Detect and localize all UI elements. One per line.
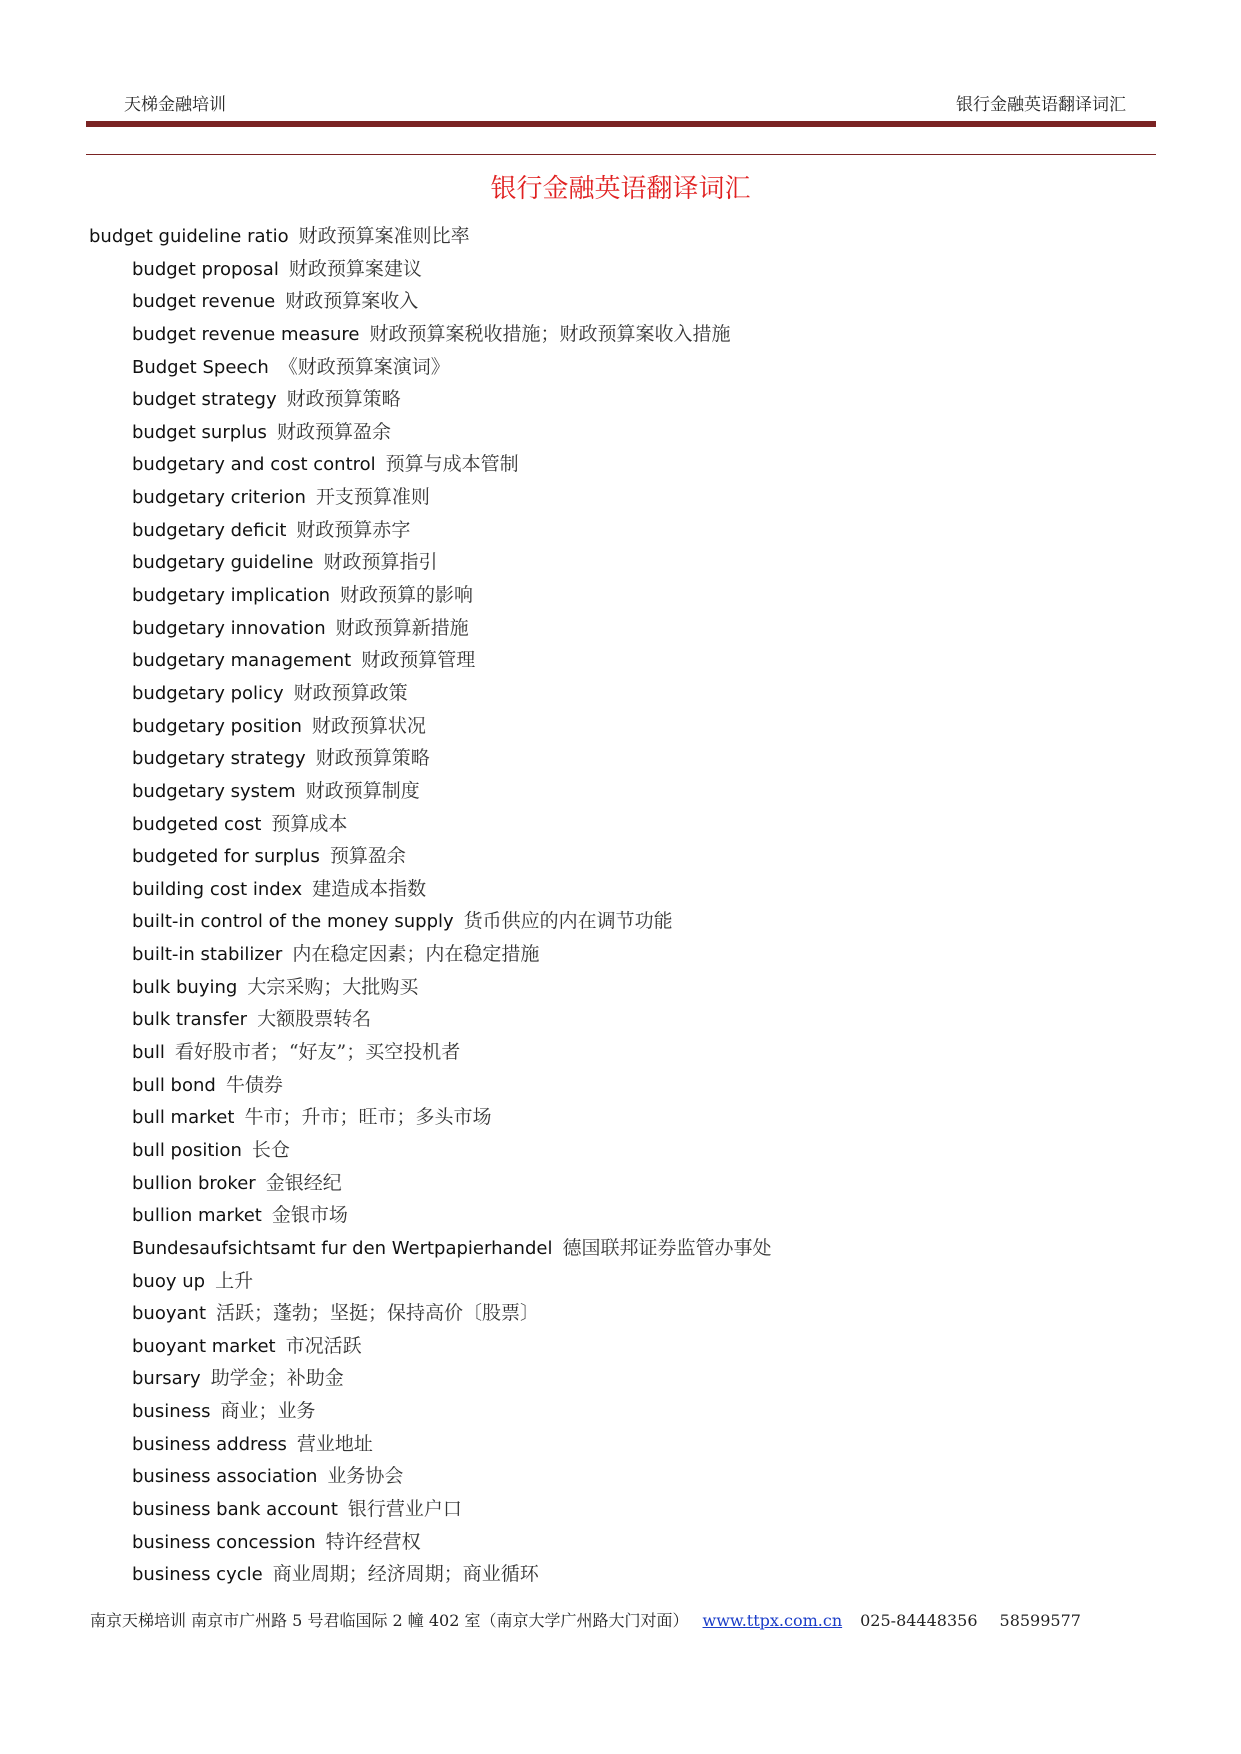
entry-definition: 财政预算案准则比率 [298,225,470,247]
footer-phone-2: 58599577 [999,1611,1081,1630]
entry-definition: 大额股票转名 [257,1008,372,1031]
entry-definition: 金银经纪 [265,1171,342,1194]
glossary-entry [0,1167,1241,1200]
glossary-entry [0,1232,1241,1265]
entry-term: buoy up [132,1270,206,1292]
entry-term: bull bond [132,1074,216,1096]
glossary-entry [0,742,1241,775]
entry-definition: 财政预算策略 [286,388,401,411]
entry-definition: 货币供应的内在调节功能 [463,910,673,933]
glossary-entry [0,285,1241,318]
glossary-entry [0,1460,1241,1493]
entry-definition: 营业地址 [296,1432,373,1455]
entry-term: bulk buying [132,976,238,998]
entry-definition: 财政预算新措施 [335,616,469,639]
entry-term: budgeted for surplus [132,846,320,868]
entry-definition: 牛债券 [225,1073,283,1096]
glossary-entry [0,1134,1241,1167]
entry-definition: 活跃；蓬勃；坚挺；保持高价〔股票〕 [216,1302,540,1325]
entry-term: budgetary innovation [132,617,326,639]
entry-definition: 财政预算盈余 [276,420,391,443]
entry-term: business cycle [132,1564,263,1586]
glossary-entry [0,481,1241,514]
glossary-entry [0,546,1241,579]
glossary-entry [0,1265,1241,1298]
entry-definition: 建造成本指数 [312,877,427,900]
entry-definition: 助学金；补助金 [210,1367,344,1390]
entry-term: budgeted cost [132,813,262,835]
glossary-entry [0,775,1241,808]
glossary-entry [0,644,1241,677]
glossary-entry [0,253,1241,286]
entry-definition: 市况活跃 [285,1334,362,1357]
entry-definition: 财政预算制度 [305,779,420,802]
page-footer [90,1608,1081,1631]
entry-term: bursary [132,1368,201,1390]
entry-definition: 财政预算策略 [315,747,430,770]
entry-definition: 看好股市者；“好友”；买空投机者 [174,1041,461,1064]
entry-definition: 牛市；升市；旺市；多头市场 [244,1106,492,1129]
entry-definition: 《财政预算案演词》 [278,355,450,378]
glossary-entry [0,1330,1241,1363]
page-header [0,0,1241,160]
header-left-text: 天梯金融培训 [124,95,226,115]
glossary-entry [0,1558,1241,1591]
glossary-entry [0,1003,1241,1036]
glossary-entry [0,448,1241,481]
entry-definition: 财政预算状况 [311,714,426,737]
glossary-entry [0,383,1241,416]
glossary-entry [0,1428,1241,1461]
glossary-entry [0,220,1241,253]
glossary-entry [0,905,1241,938]
glossary-entry [0,808,1241,841]
glossary-entry [0,416,1241,449]
entry-term: budgetary criterion [132,487,306,509]
glossary-entry [0,840,1241,873]
entry-definition: 财政预算赤字 [296,518,411,541]
glossary-entry [0,971,1241,1004]
entry-definition: 长仓 [251,1138,290,1161]
entry-term: business bank account [132,1498,338,1520]
glossary-entry [0,938,1241,971]
entry-term: bull position [132,1139,242,1161]
glossary-entry [0,1362,1241,1395]
entry-term: budgetary position [132,715,302,737]
entry-definition: 财政预算管理 [361,649,476,672]
glossary-entry [0,1395,1241,1428]
entry-definition: 业务协会 [327,1465,404,1488]
entry-term: budgetary implication [132,585,330,607]
entry-term: budgetary policy [132,682,284,704]
glossary-entry [0,1101,1241,1134]
entry-term: budgetary management [132,650,352,672]
entry-definition: 财政预算案建议 [288,257,422,280]
entry-term: business [132,1401,211,1423]
entry-term: budgetary guideline [132,552,314,574]
glossary-entry [0,351,1241,384]
entry-definition: 预算与成本管制 [385,453,519,476]
entry-term: bull market [132,1107,235,1129]
entry-definition: 大宗采购；大批购买 [247,975,419,998]
entry-term: budgetary system [132,780,296,802]
entry-definition: 金银市场 [271,1204,348,1227]
glossary-entry [0,1493,1241,1526]
glossary-entry [0,514,1241,547]
entry-term: budget revenue [132,291,276,313]
entry-definition: 商业；业务 [220,1400,316,1423]
glossary-entry [0,873,1241,906]
entry-term: bullion market [132,1205,262,1227]
entry-term: budgetary deficit [132,519,287,541]
glossary-entry [0,710,1241,743]
entry-definition: 财政预算案收入 [285,290,419,313]
entry-term: budget guideline ratio [89,226,289,247]
footer-address: 南京天梯培训 南京市广州路 5 号君临国际 2 幢 402 室（南京大学广州路大门对面） [90,1611,689,1630]
header-rule-thin [86,154,1156,155]
entry-definition: 财政预算案税收措施；财政预算案收入措施 [369,322,731,345]
glossary-entry [0,1526,1241,1559]
entry-term: building cost index [132,878,303,900]
footer-phone-1: 025-84448356 [860,1611,978,1630]
entry-term: Bundesaufsichtsamt fur den Wertpapierhandel [132,1237,553,1259]
glossary-entry [0,612,1241,645]
header-right-text: 银行金融英语翻译词汇 [956,95,1126,115]
footer-website-link[interactable]: www.ttpx.com.cn [702,1611,843,1630]
entry-definition: 特许经营权 [325,1530,421,1553]
entry-term: bull [132,1042,165,1064]
entry-term: bulk transfer [132,1009,248,1031]
glossary-entry [0,677,1241,710]
entry-term: business association [132,1466,318,1488]
entry-definition: 预算盈余 [329,845,406,868]
entry-definition: 财政预算政策 [293,681,408,704]
glossary-entry [0,1199,1241,1232]
entry-term: business concession [132,1531,316,1553]
entry-definition: 商业周期；经济周期；商业循环 [272,1563,539,1586]
entry-term: buoyant [132,1303,206,1325]
entry-term: budget strategy [132,389,277,411]
entry-term: budget surplus [132,421,267,443]
entry-term: built-in control of the money supply [132,911,454,933]
entry-definition: 内在稳定因素；内在稳定措施 [292,943,540,966]
entry-definition: 银行营业户口 [347,1497,462,1520]
entry-definition: 财政预算的影响 [340,584,474,607]
entry-definition: 上升 [215,1269,254,1292]
entry-term: buoyant market [132,1335,276,1357]
glossary-entry [0,318,1241,351]
entry-definition: 开支预算准则 [315,486,430,509]
entry-term: budgetary strategy [132,748,306,770]
glossary-entry [0,1069,1241,1102]
entry-term: built-in stabilizer [132,944,283,966]
entry-term: business address [132,1433,287,1455]
entry-term: bullion broker [132,1172,256,1194]
glossary-list [0,220,1241,1591]
entry-definition: 财政预算指引 [323,551,438,574]
header-rule-thick [86,121,1156,127]
page-title: 银行金融英语翻译词汇 [490,174,751,204]
entry-term: budget revenue measure [132,323,360,345]
entry-term: budgetary and cost control [132,454,376,476]
entry-definition: 预算成本 [271,812,348,835]
glossary-entry [0,1297,1241,1330]
glossary-entry [0,1036,1241,1069]
entry-definition: 德国联邦证券监管办事处 [562,1236,772,1259]
entry-term: Budget Speech [132,356,269,378]
glossary-entry [0,579,1241,612]
entry-term: budget proposal [132,258,279,280]
